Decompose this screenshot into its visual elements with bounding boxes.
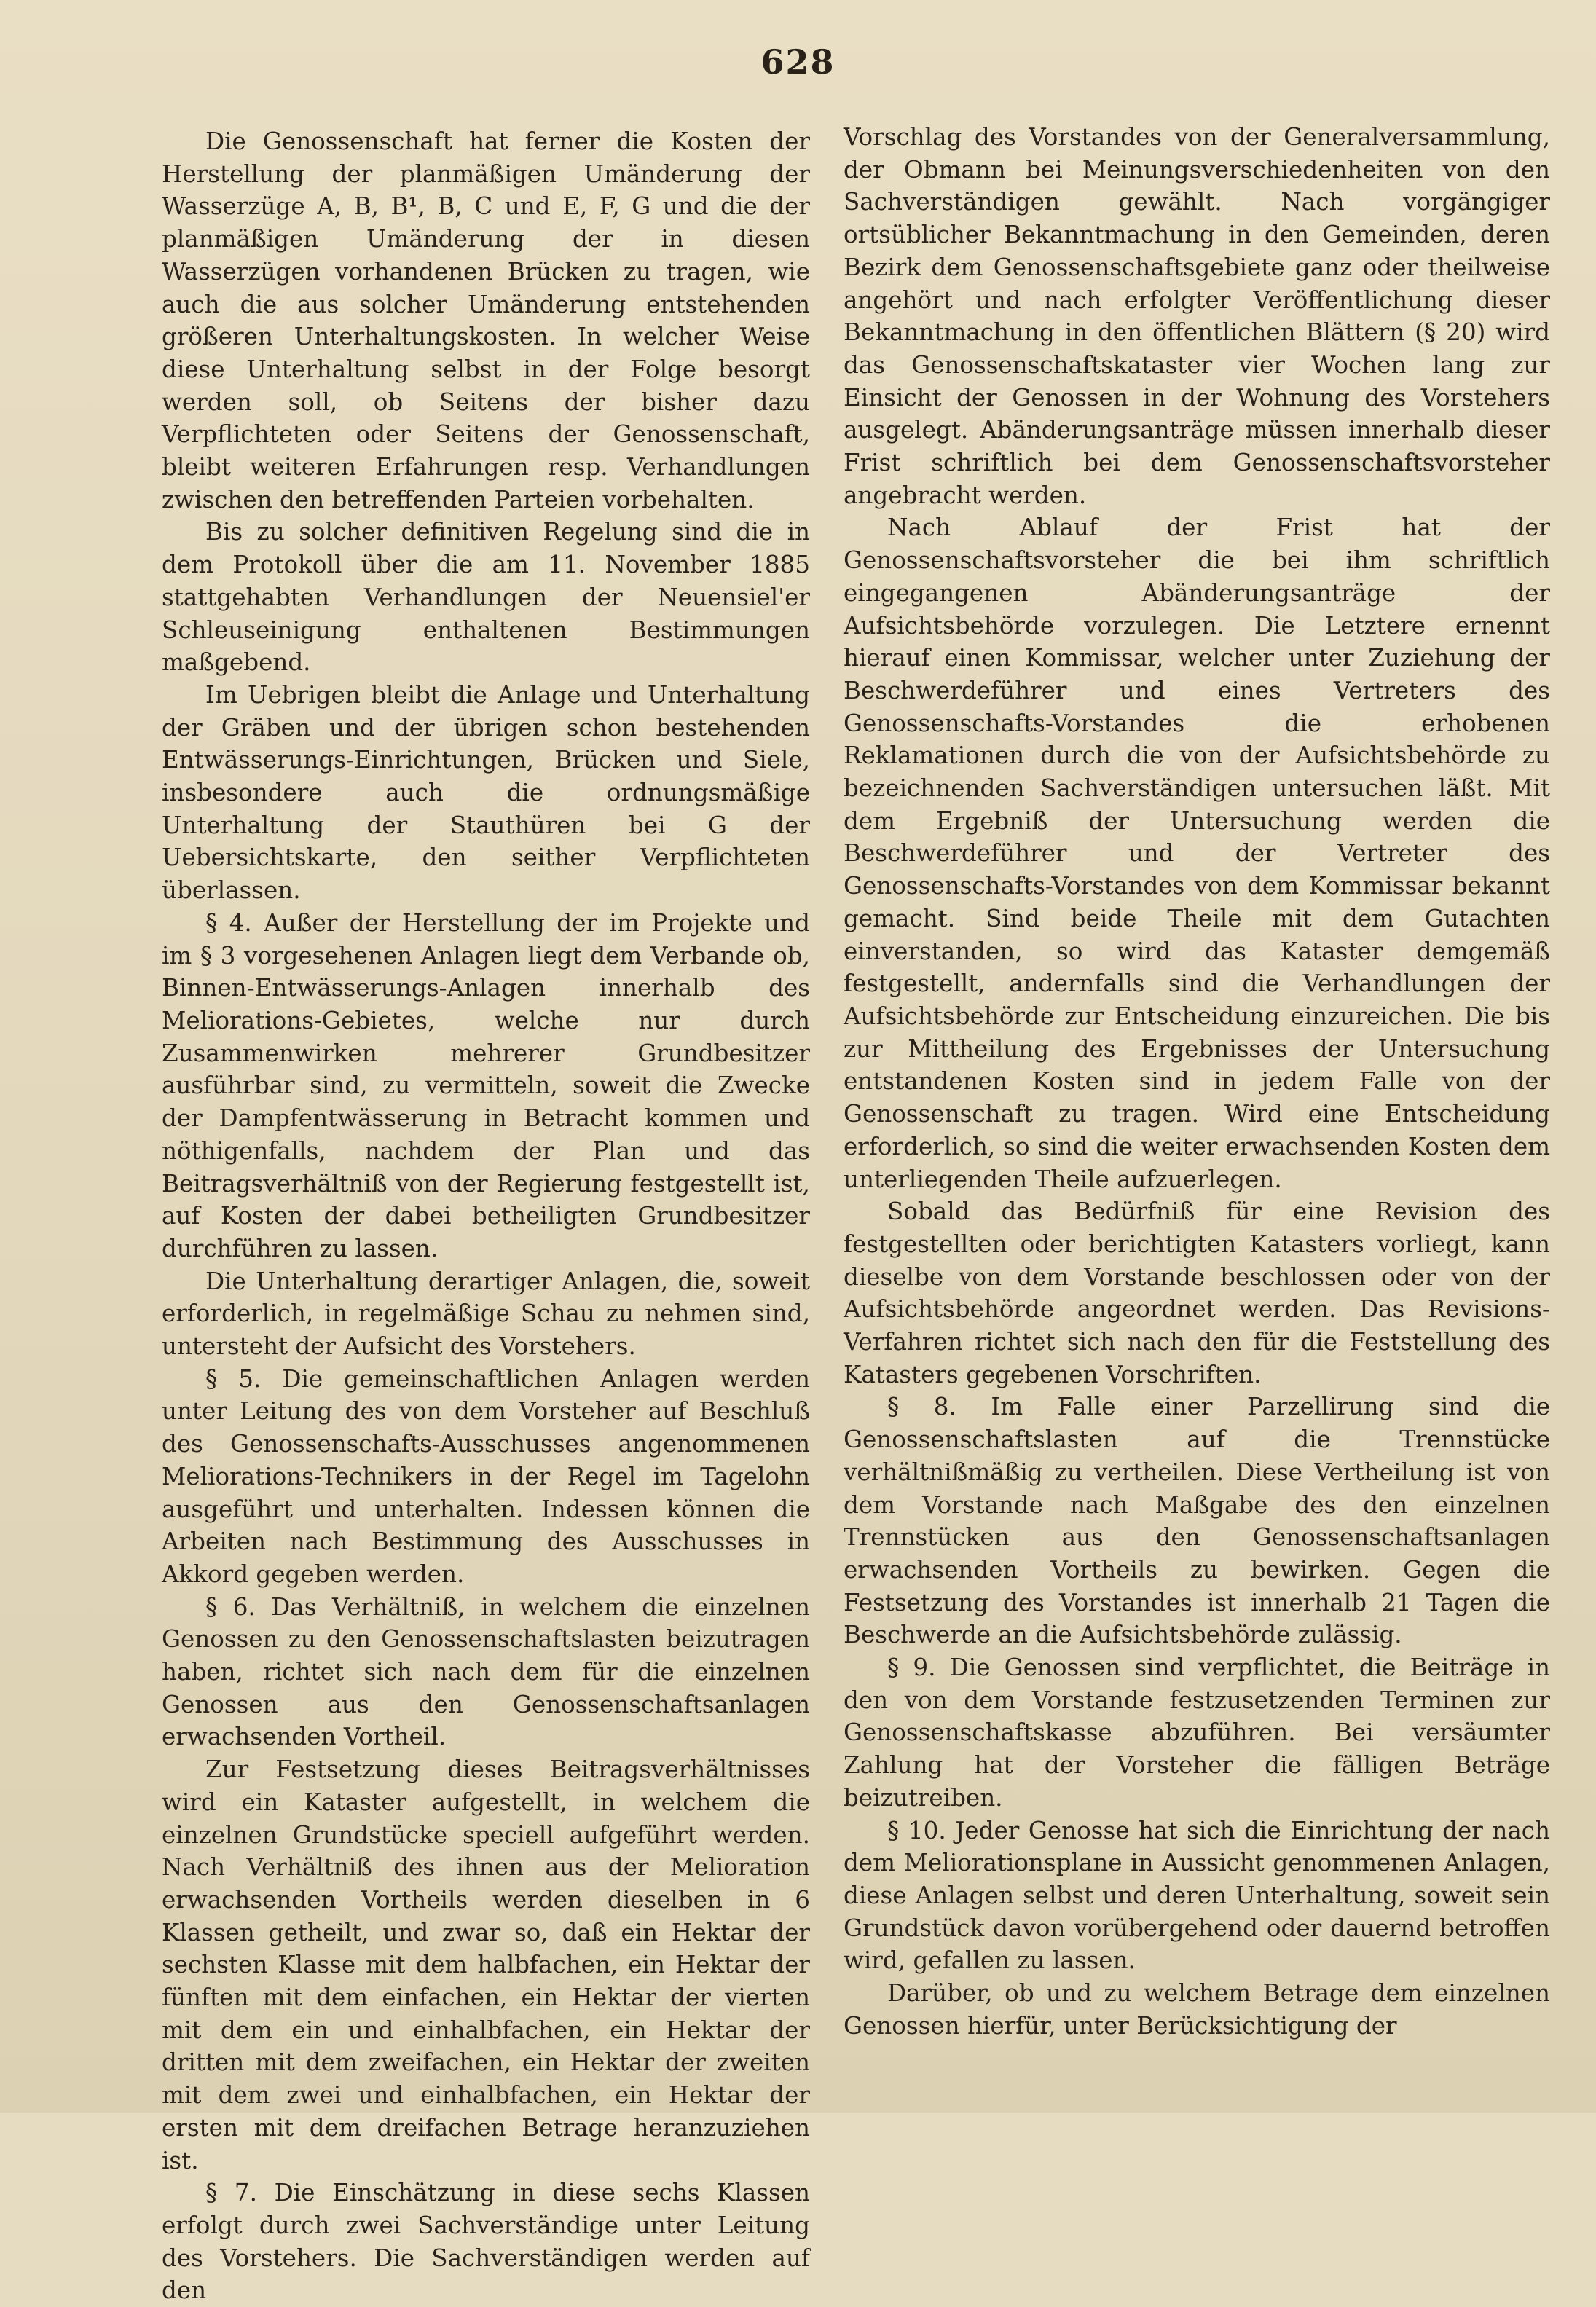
paragraph: Bis zu solcher definitiven Regelung sind die in dem Protokoll über die am 11. November 1885 stattgehabten Verhandlungen der Neuensiel'er Schleuseinigung enthaltenen Bestimmungen maßgebend. [162,518,810,677]
paragraph: Im Uebrigen bleibt die Anlage und Unterhaltung der Gräben und der übrigen schon bestehenden Entwässerungs-Einrichtungen, Brücken und Siele, insbesondere auch die ordnungsmäßige Unterhaltung der Stauthüren bei G der Uebersichtskarte, den seither Verpflichteten überlassen. [162,680,810,905]
paragraph: Die Unterhaltung derartiger Anlagen, die, soweit erforderlich, in regelmäßige Schau zu nehmen sind, untersteht der Aufsicht des Vorstehers. [162,1267,810,1361]
section-paragraph: § 7. Die Einschätzung in diese sechs Klassen erfolgt durch zwei Sachverständige unter Leitung des Vorstehers. Die Sachverständigen werden auf den [162,2179,810,2305]
section-paragraph: § 9. Die Genossen sind verpflichtet, die Beiträge in den von dem Vorstande festzusetzenden Terminen zur Genossenschaftskasse abzuführen. Bei versäumter Zahlung hat der Vorsteher die fälligen Beträge beizutreiben. [844,1654,1550,1812]
section-paragraph: § 8. Im Falle einer Parzellirung sind die Genossenschaftslasten auf die Trennstücke verhältnißmäßig zu vertheilen. Diese Vertheilung ist von dem Vorstande nach Maßgabe des den einzelnen Trennstücken aus den Genossenschaftsanlagen erwachsenden Vortheils zu bewirken. Gegen die Festsetzung des Vorstandes ist innerhalb 21 Tagen die Beschwerde an die Aufsichtsbehörde zulässig. [844,1393,1550,1649]
continued-paragraph: Vorschlag des Vorstandes von der Generalversammlung, der Obmann bei Meinungsverschiedenheiten von den Sachverständigen gewählt. Nach vorgängiger ortsüblicher Bekanntmachung in den Gemeinden, deren Bezirk dem Genossenschaftsgebiete ganz oder theilweise angehört und nach erfolgter Veröffentlichung dieser Bekanntmachung in den öffentlichen Blättern (§ 20) wird das Genossenschaftskataster vier Wochen lang zur Einsicht der Genossen in der Wohnung des Vorstehers ausgelegt. Abänderungsanträge müssen innerhalb dieser Frist schriftlich bei dem Genossenschaftsvorsteher angebracht werden. [844,123,1550,509]
paragraph: Darüber, ob und zu welchem Betrage dem einzelnen Genossen hierfür, unter Berücksichtigung der [844,1979,1550,2040]
paragraph: Sobald das Bedürfniß für eine Revision des festgestellten oder berichtigten Katasters vorliegt, kann dieselbe von dem Vorstande beschlossen oder von der Aufsichtsbehörde angeordnet werden. Das Revisions-Verfahren richtet sich nach den für die Feststellung des Katasters gegebenen Vorschriften. [844,1198,1550,1388]
left-column [162,125,810,2305]
section-paragraph: § 10. Jeder Genosse hat sich die Einrichtung der nach dem Meliorationsplane in Aussicht genommenen Anlagen, diese Anlagen selbst und deren Unterhaltung, soweit sein Grundstück davon vorübergehend oder dauernd betroffen wird, gefallen zu lassen. [844,1816,1550,1975]
section-paragraph: § 6. Das Verhältniß, in welchem die einzelnen Genossen zu den Genossenschaftslasten beizutragen haben, richtet sich nach dem für die einzelnen Genossen aus den Genossenschaftsanlagen erwachsenden Vortheil. [162,1592,810,1751]
paragraph: Zur Festsetzung dieses Beitragsverhältnisses wird ein Kataster aufgestellt, in welchem die einzelnen Grundstücke speciell aufgeführt werden. Nach Verhältniß des ihnen aus der Melioration erwachsenden Vortheils werden dieselben in 6 Klassen getheilt, und zwar so, daß ein Hektar der sechsten Klasse mit dem halbfachen, ein Hektar der fünften mit dem einfachen, ein Hektar der vierten mit dem ein und einhalbfachen, ein Hektar der dritten mit dem zweifachen, ein Hektar der zweiten mit dem zwei und einhalbfachen, ein Hektar der ersten mit dem dreifachen Betrage heranzuziehen ist. [162,1756,810,2174]
section-paragraph: § 4. Außer der Herstellung der im Projekte und im § 3 vorgesehenen Anlagen liegt dem Verbande ob, Binnen-Entwässerungs-Anlagen innerhalb des Meliorations-Gebietes, welche nur durch Zusammenwirken mehrerer Grundbesitzer ausführbar sind, zu vermitteln, soweit die Zwecke der Dampfentwässerung in Betracht kommen und nöthigenfalls, nachdem der Plan und das Beitragsverhältniß von der Regierung festgestellt ist, auf Kosten der dabei betheiligten Grundbesitzer durchführen zu lassen. [162,908,810,1262]
right-column [844,121,1550,2088]
section-paragraph: § 5. Die gemeinschaftlichen Anlagen werden unter Leitung des von dem Vorsteher auf Beschluß des Genossenschafts-Ausschusses angenommenen Meliorations-Technikers in der Regel im Tagelohn ausgeführt und unterhalten. Indessen können die Arbeiten nach Bestimmung des Ausschusses in Akkord gegeben werden. [162,1364,810,1588]
paragraph: Die Genossenschaft hat ferner die Kosten der Herstellung der planmäßigen Umänderung der Wasserzüge A, B, B¹, B, C und E, F, G und die der planmäßigen Umänderung der in diesen Wasserzügen vorhandenen Brücken zu tragen, wie auch die aus solcher Umänderung entstehenden größeren Unterhaltungskosten. In welcher Weise diese Unterhaltung selbst in der Folge besorgt werden soll, ob Seitens der bisher dazu Verpflichteten oder Seitens der Genossenschaft, bleibt weiteren Erfahrungen resp. Verhandlungen zwischen den betreffenden Parteien vorbehalten. [162,127,810,514]
paragraph: Nach Ablauf der Frist hat der Genossenschaftsvorsteher die bei ihm schriftlich eingegangenen Abänderungsanträge der Aufsichtsbehörde vorzulegen. Die Letztere ernennt hierauf einen Kommissar, welcher unter Zuziehung der Beschwerdeführer und eines Vertreters des Genossenschafts-Vorstandes die erhobenen Reklamationen durch die von der Aufsichtsbehörde zu bezeichnenden Sachverständigen untersuchen läßt. Mit dem Ergebniß der Untersuchung werden die Beschwerdeführer und der Vertreter des Genossenschafts-Vorstandes von dem Kommissar bekannt gemacht. Sind beide Theile mit dem Gutachten einverstanden, so wird das Kataster demgemäß festgestellt, andernfalls sind die Verhandlungen der Aufsichtsbehörde zur Entscheidung einzureichen. Die bis zur Mittheilung des Ergebnisses der Untersuchung entstandenen Kosten sind in jedem Falle von der Genossenschaft zu tragen. Wird eine Entscheidung erforderlich, so sind die weiter erwachsenden Kosten dem unterliegenden Theile aufzuerlegen. [844,514,1550,1193]
page-number: 628 [760,42,836,82]
